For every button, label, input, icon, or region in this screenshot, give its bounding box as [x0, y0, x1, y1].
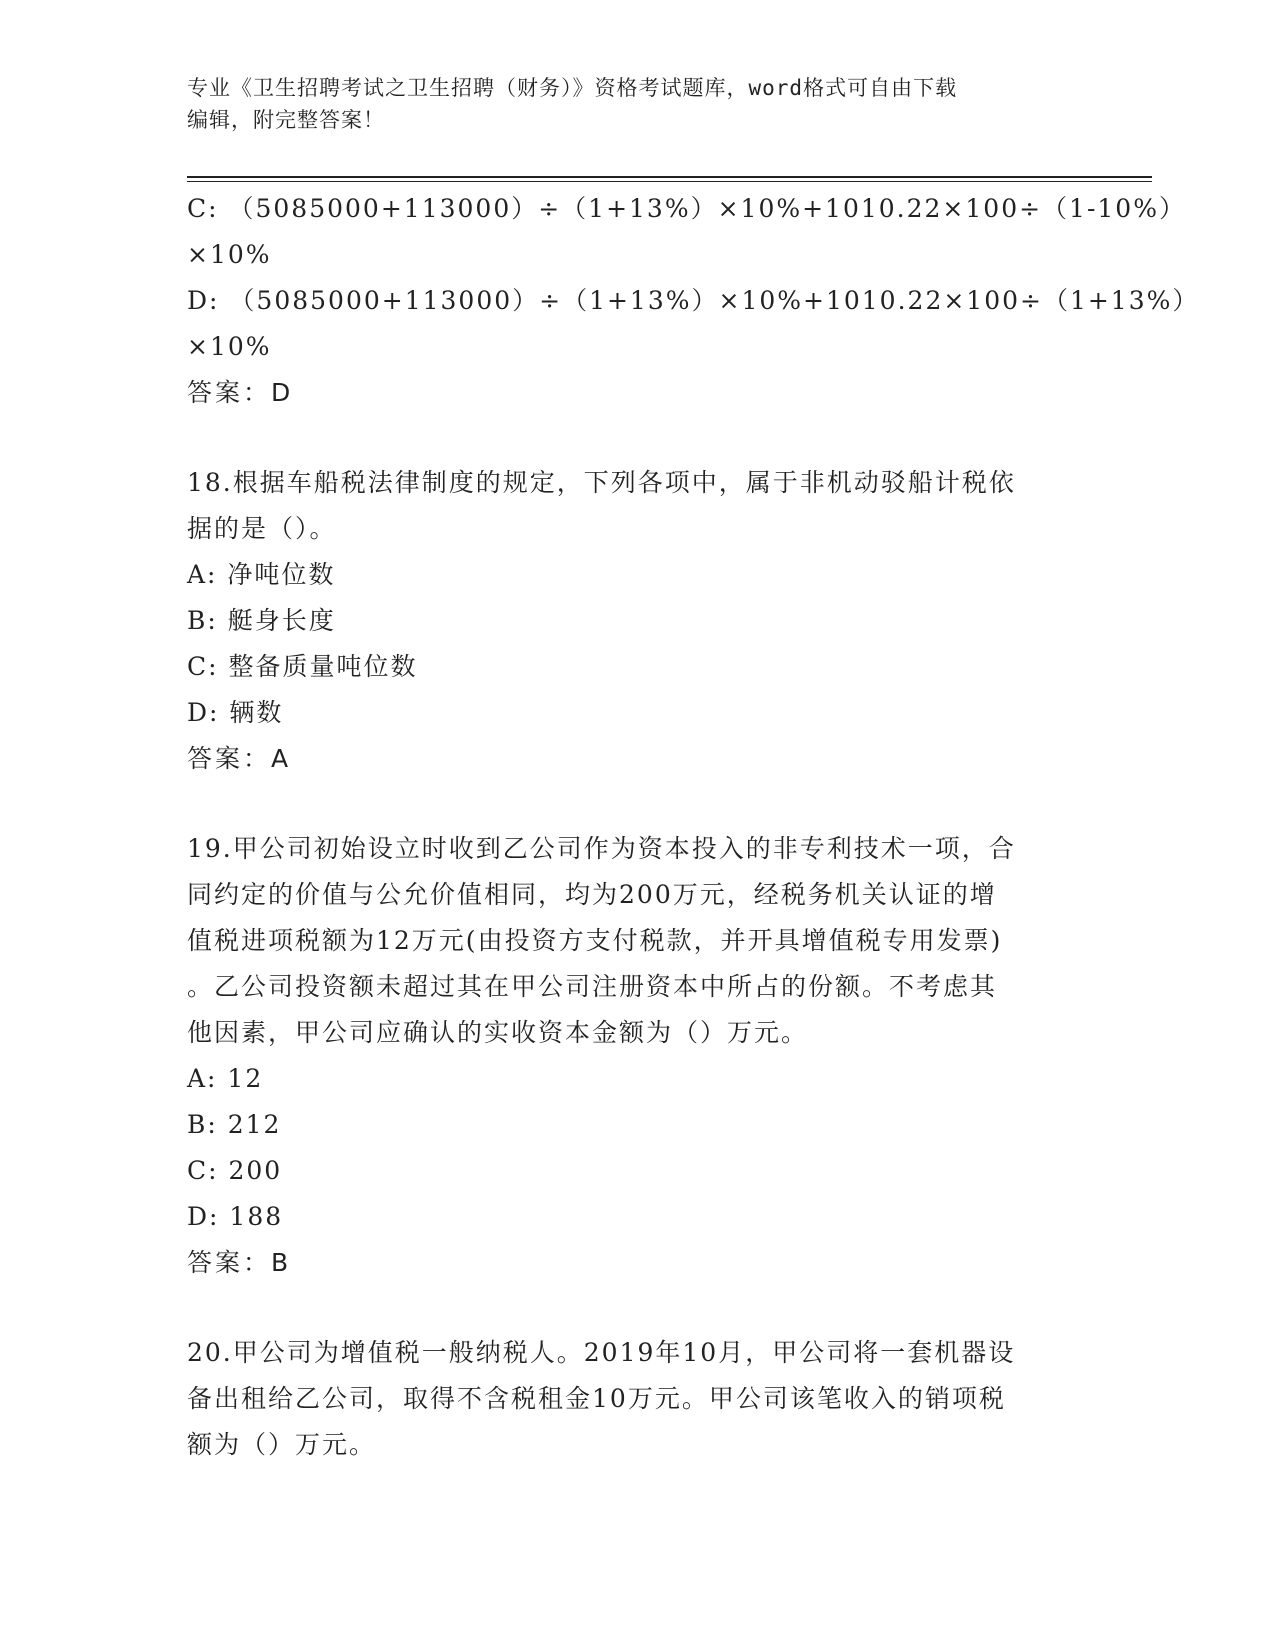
option-d-line-2: ×10% [187, 332, 272, 361]
option-c: C: 整备质量吨位数 [187, 652, 418, 681]
question-19-text-line-3: 值税进项税额为12万元(由投资方支付税款，并开具增值税专用发票) [187, 926, 1003, 955]
option-b: B: 艇身长度 [187, 606, 336, 635]
header-rule-thin [187, 181, 1152, 182]
header-line-2: 编辑，附完整答案！ [187, 108, 385, 132]
question-20-text-line-1: 20.甲公司为增值税一般纳税人。2019年10月，甲公司将一套机器设 [187, 1338, 1016, 1367]
question-17-tail [187, 186, 1200, 416]
question-19 [187, 826, 1067, 1286]
spacer [187, 782, 1067, 826]
question-19-text-line-1: 19.甲公司初始设立时收到乙公司作为资本投入的非专利技术一项，合 [187, 834, 1016, 863]
spacer [187, 1286, 1067, 1330]
question-18-text-line-1: 18.根据车船税法律制度的规定，下列各项中，属于非机动驳船计税依 [187, 468, 1016, 497]
question-20 [187, 1330, 1067, 1468]
option-a: A: 12 [187, 1064, 264, 1093]
option-c-line-1: C: （5085000+113000）÷（1+13%）×10%+1010.22×100÷（1-10%） [187, 194, 1186, 223]
option-d: D: 辆数 [187, 698, 284, 727]
spacer [187, 416, 1067, 460]
question-20-text-line-2: 备出租给乙公司，取得不含税租金10万元。甲公司该笔收入的销项税 [187, 1384, 1006, 1413]
question-19-text-line-2: 同约定的价值与公允价值相同，均为200万元，经税务机关认证的增 [187, 880, 997, 909]
option-d: D: 188 [187, 1202, 284, 1231]
question-19-text-line-4: 。乙公司投资额未超过其在甲公司注册资本中所占的份额。不考虑其 [187, 972, 998, 1001]
question-18 [187, 460, 1067, 782]
option-a: A: 净吨位数 [187, 560, 336, 589]
header-line-1: 专业《卫生招聘考试之卫生招聘（财务）》资格考试题库，word格式可自由下载 [187, 76, 958, 100]
document-body [187, 186, 1200, 1468]
question-19-text-line-5: 他因素，甲公司应确认的实收资本金额为（）万元。 [187, 1018, 809, 1047]
option-c: C: 200 [187, 1156, 283, 1185]
question-20-text-line-3: 额为（）万元。 [187, 1430, 377, 1459]
option-c-line-2: ×10% [187, 240, 272, 269]
question-18-text-line-2: 据的是（）。 [187, 514, 337, 543]
option-b: B: 212 [187, 1110, 282, 1139]
answer-17: 答案：D [187, 378, 294, 407]
option-d-line-1: D: （5085000+113000）÷（1+13%）×10%+1010.22×100÷（1+13%） [187, 286, 1200, 315]
answer-18: 答案：A [187, 744, 292, 773]
header-rule-thick [187, 176, 1152, 178]
document-header [187, 72, 1067, 136]
answer-19: 答案：B [187, 1248, 292, 1277]
